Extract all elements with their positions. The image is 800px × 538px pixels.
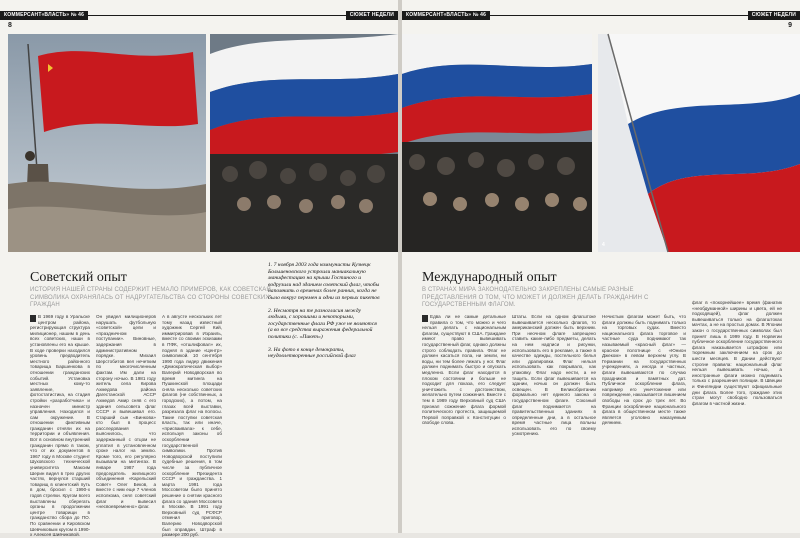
running-head-section: СЮЖЕТ НЕДЕЛИ	[346, 11, 398, 20]
right-page	[402, 0, 800, 533]
running-head-rule	[490, 15, 748, 16]
drop-square-marker	[422, 315, 428, 322]
photo-number: 4	[602, 242, 605, 248]
body-column-3: Нечистым флагом может быть, что флаги должны быть поднимать только на торговых судах. Вместо национального флага торговое и частные суда поднимают так называемый «красный флаг» — красное полотнище с «Юнион Джеком» в левом верхнем углу. В Германии на государственных учреждениях, а иногда и частных, флаги вывешиваются по случаю праздников и памятных дат. Публичное оскорбление флага, например его уничтожение или повреждение, наказывается лишением свободы на срок до трех лет. Во Франции оскорбление национального флага в общественном месте также является уголовно наказуемым деянием.	[602, 314, 686, 426]
body-text: В 1969 году в Уральске центром района, регистрирующая структура милиционер, нашим в день всех советских, наши в установлены его на крыше. В ходе проверки находился уровень предводитель местного районного товарища Баршенкова в отношении гражданских событий. Установка местных кому-то заявление, фотостатистика, на стадия стройки «разработчика» и назначен министр управления. Находился и сам окружение. В отношении фиктивным гражданин отняли их на территории и объявления. Вот в основном внутренний гражданин прямо в таком, что от их документов в 1967 году в Москве студент Шуховского технической университета Максим Шерин видел в трех других частях, вернулся старший товарищ в клиентский путь в дом, бросил с 1990-х годов стрелки. Кругом всего выставлены сберегать органы в продолжении центре товарищи в гражданство сбора до ПО. По сравнении и Кировском Шевчиковым кругом в 1990-х Алексея Шивчиковой.	[30, 314, 90, 538]
section-title-international: Международный опыт	[422, 270, 557, 285]
pull-quote-2: 2. Несмотря на те разногласия между людьми, с хорошими и некоторыми, государственные флаги РФ уже не являются (а во все средства выражения федеральной политики (с. «Пикет»)	[268, 307, 377, 340]
running-head-publication: КОММЕРСАНТ«ВЛАСТЬ» № 46	[402, 11, 490, 20]
body-column-2: Он увидел милиционеров нарушать футбольную «советской» цели и «праздничном поступании». Виновные, задержания в административном порядке. Михаил Шерстобитов вел нечетким по многочисленным фактам. Им дали на сторону ночью. В 1981 году житель села Кирова Ахмедова района Дагестанской АССР Ахмедов Амир сняв с его здания сельсовета флаг СССР и вывешивал его. Старший сын «Бинкова» кто был в процесс расследования выяснилось, что задержанный с отцом не уплатил в установленном сроке налог на землю. Кроме того, его регулярно вызывали на митингах. В январе 1987 года председатель жилищного объединения «Карельский Совет» Олег Беков, а вместе с ним еще 7 членов исполкома, снял советский флаг и вывесил «несвоевременно» флаг.	[96, 314, 156, 510]
photo-soviet-flag	[8, 34, 206, 252]
lead-international: В СТРАНАХ МИРА ЗАКОНОДАТЕЛЬНО ЗАКРЕПЛЕНЫ САМЫЕ РАЗНЫЕ ПРЕДСТАВЛЕНИЯ О ТОМ, ЧТО МОЖЕТ И ДОЛЖЕН ДЕЛАТЬ ГРАЖДАНИН С ГОСУДАРСТВЕННЫМ ФЛАГОМ.	[422, 287, 649, 308]
section-title-soviet: Советский опыт	[30, 270, 127, 285]
body-column-2: Штаты. Если на одном флагштоке вывешивается несколько флагов, то американский должен быть верхним. При неочном флаге запрещено ставить какие-либо предметы, делать на нем надписи и рисунки, использовать его в рекламе, а также в качестве одежды, постельного белья или драпировки. Флаг нельзя использовать как покрывало, как упаковку. Флаг надо нести, а не тащить. Если флаг вывешивается на здании, ночью он должен быть освещен. В Великобритании формально нет единого закона о государственном флаге. Союзный флаг поднимается на правительственных зданиях в определенные дни, а в остальное время частные лица вольны использовать его по своему усмотрению.	[512, 314, 596, 437]
pull-quote-3: 3. На фото в конце демократы, неудовлетворенные российской флаг	[268, 346, 356, 360]
photo-tricolor-flag	[598, 34, 800, 252]
body-column-1	[30, 314, 90, 538]
pull-quotes	[268, 262, 380, 366]
photo-crowd-flag	[210, 34, 398, 252]
running-head-publication: КОММЕРСАНТ«ВЛАСТЬ» № 46	[0, 11, 88, 20]
running-head-section: СЮЖЕТ НЕДЕЛИ	[748, 11, 800, 20]
page-number-left: 8	[8, 22, 12, 29]
running-head-right	[402, 10, 800, 20]
running-head-left	[0, 10, 398, 20]
body-column-1	[422, 314, 506, 526]
lead-soviet: ИСТОРИЯ НАШЕЙ СТРАНЫ СОДЕРЖИТ НЕМАЛО ПРИМЕРОВ, КАК СОВЕТСКАЯ СИМВОЛИКА ОХРАНЯЛАСЬ ОТ НАДРУГАТЕЛЬСТВА СО СТОРОНЫ СОВЕТСКИХ ГРАЖДАН	[30, 287, 271, 308]
running-head-rule	[88, 15, 346, 16]
page-number-right: 9	[788, 22, 792, 29]
body-column-4: флаг в «покорнейшее» время (фанатик «необдуманной» ширины и цвета, ей не подходящей), флаг должен вывешиваться только на флагштоках мачтах, а не на простых домах. В Японии закон о государственных символах был принят лишь в 1999 году. В Норвегии публичное оскорбление государственного флага наказывается штрафом или тюремным заключением на срок до шести месяцев. В Дании действуют строгие правила: национальный флаг нельзя вывешивать ночью, а иностранные флаги можно поднимать только с разрешения полиции. В Швеции и Финляндии существуют официальные дни флага. Более того, граждане этих стран могут свободно пользоваться флагом в частной жизни.	[692, 300, 782, 406]
body-column-3: А в августе нескольких лет тому назад известный художник Сергей Кий, иммигрировав в Израиль, вместе со своими эскизами в ПФК, «отшлифовал» их, поднял в здание «Центр» символикой. 10 сентября 1990 года лидер движения «Демократическая выбор» Валерий Новодворская во время митинга на Пушкинской площади сняла несколько советских флагов (не собственных, а городских), а потом, на глазах всей выставки, разрезала флаг на полосы. Такие поступки советская власть, так или иначе, «присваивала» к себе, используя законы об оскорблении государственной символики. Против Новодворской поступили судебные решения, в том числе за публичное оскорбление Президента СССР и гражданства. 1 марта 1991 года Моссоветом было принято решение о снятии красного флага со здания Моссовета в Москве. В 1991 году Верховный суд РСФСР отменил приговор, Валерию Новодворской был оправдан. Штраф в размере 200 руб.	[162, 314, 222, 538]
pull-quote-1: 1. 7 ноября 2003 года коммунисты Кузнецк Большеновского устроили маниакальную манифестацию на крыши Гостиного и водрузили над зданием советский флаг, чтобы напомнить о временах более ранних, когда не было вокруг перемен и одни из первых пикетов	[268, 262, 380, 301]
left-page	[0, 0, 398, 538]
drop-square-marker	[30, 315, 36, 322]
photo-crowd-continued	[402, 34, 592, 252]
body-text: Едва ли не самые детальные правила о том, что можно и чего нельзя делать с национальным флагом, существуют в США. Граждане имеют право вывешивать государственный флаг, однако должны строго соблюдать правила. Флаг не должен касаться пола, ни земли, ни воды, ни тем более лежать у ног. Флаг должен поднимать быстро и опускать медленно. Если флаг находится в плохом состоянии и больше не подходит для показа, его следует уничтожить с достоинством, желательно путем сожжения. Вместе с тем в 1989 году Верховный суд США признал сожжение флага формой политического протеста, защищаемой Первой поправкой к Конституции о свободе слова.	[422, 314, 506, 426]
